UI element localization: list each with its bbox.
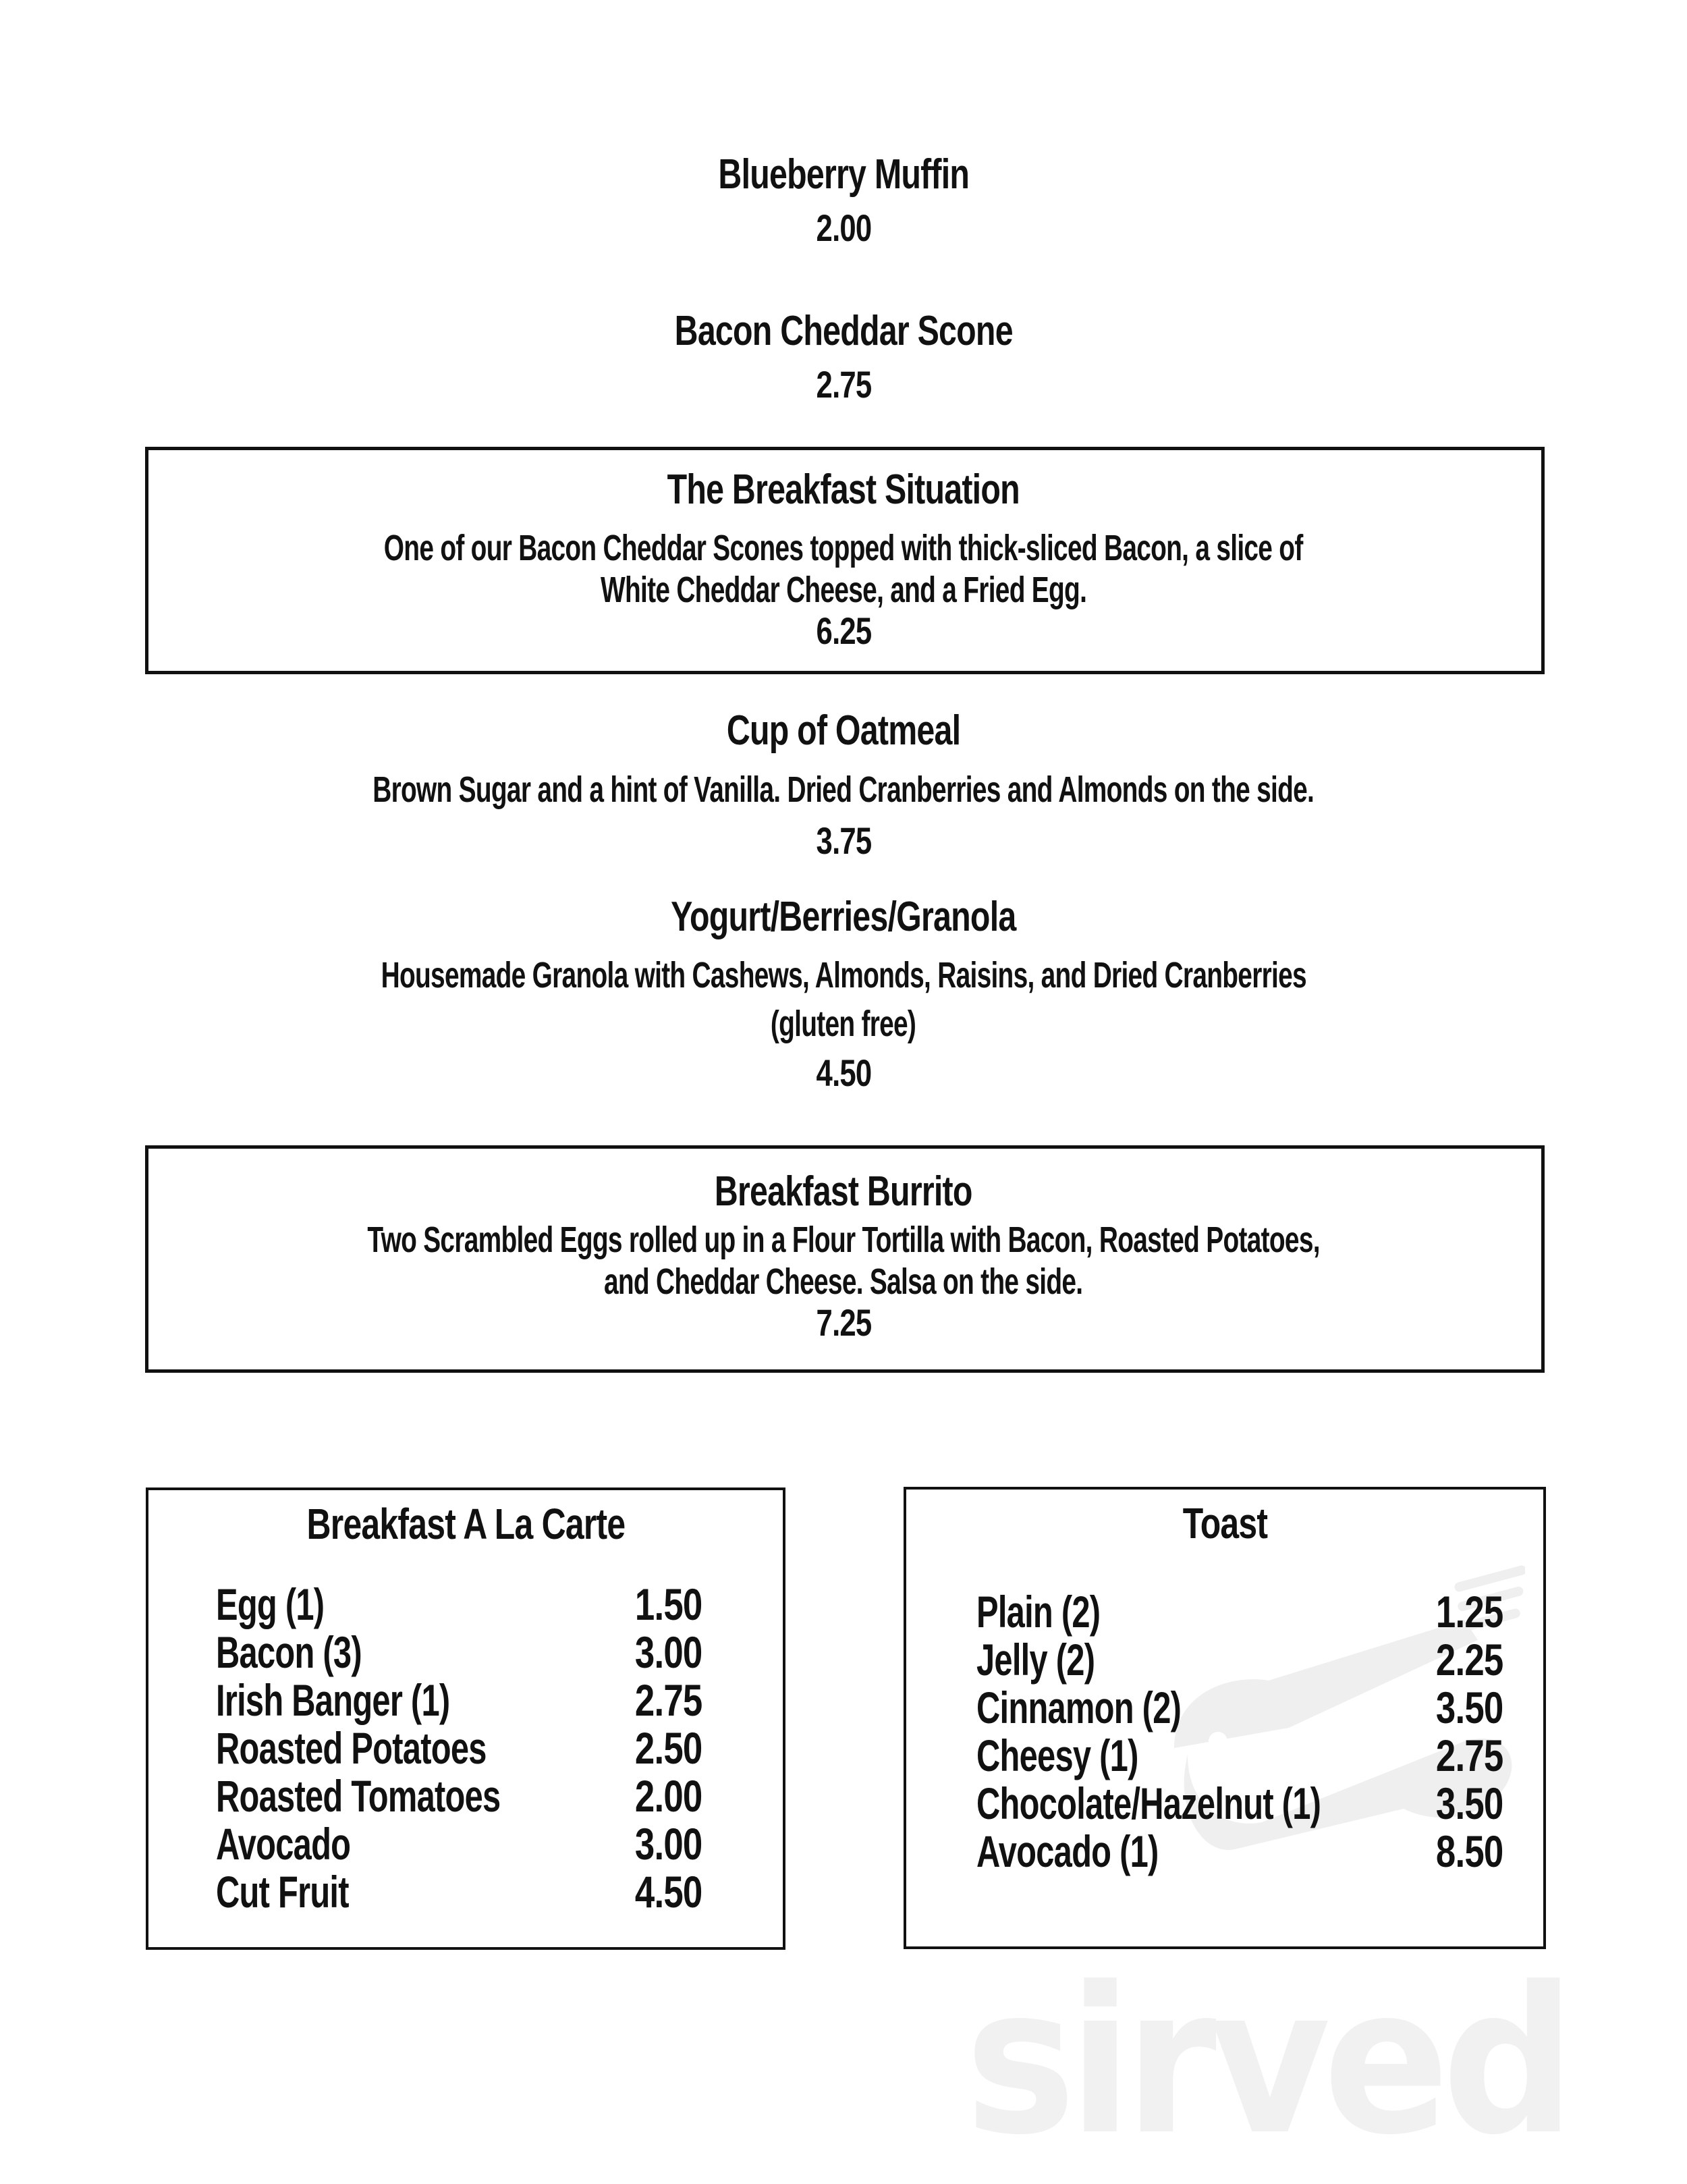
price-row xyxy=(0,609,1687,652)
description-row xyxy=(0,957,1687,993)
item-price: 2.00 xyxy=(816,207,871,249)
list-item-name: Avocado (1) xyxy=(976,1826,1159,1876)
item-name: Cup of Oatmeal xyxy=(726,707,961,754)
list-item-price: 3.50 xyxy=(1435,1683,1503,1732)
list-item-name: Roasted Potatoes xyxy=(216,1723,487,1773)
toast-title: Toast xyxy=(1182,1499,1267,1548)
list-item-price: 3.00 xyxy=(634,1627,702,1677)
description-row xyxy=(0,1006,1687,1042)
item-name: Bacon Cheddar Scone xyxy=(674,308,1013,354)
list-item-price: 4.50 xyxy=(634,1867,702,1917)
toast-title-row xyxy=(906,1499,1543,1548)
item-price: 6.25 xyxy=(816,609,871,652)
description-row xyxy=(0,771,1687,808)
list-item-price: 2.25 xyxy=(1435,1635,1503,1685)
item-description-line: Brown Sugar and a hint of Vanilla. Dried Cranberries and Almonds on the side. xyxy=(372,769,1315,810)
price-row xyxy=(0,209,1687,247)
item-description-line: Housemade Granola with Cashews, Almonds, Raisins, and Dried Cranberries xyxy=(381,955,1306,995)
item-description-line: White Cheddar Cheese, and a Fried Egg. xyxy=(600,570,1087,610)
list-item-price: 8.50 xyxy=(1435,1826,1503,1876)
description-row xyxy=(0,572,1687,608)
sirved-watermark: sirved xyxy=(965,1944,1568,2179)
menu-item-breakfast-situation xyxy=(0,466,1687,513)
list-item-name: Irish Banger (1) xyxy=(216,1675,450,1725)
price-row xyxy=(0,1301,1687,1344)
item-price: 7.25 xyxy=(816,1301,871,1344)
a-la-carte-box xyxy=(146,1487,785,1950)
menu-item-yogurt-berries-granola xyxy=(0,896,1687,938)
item-description-line: (gluten free) xyxy=(771,1004,916,1044)
list-item-name: Cheesy (1) xyxy=(976,1730,1138,1780)
list-item-price: 2.00 xyxy=(634,1771,702,1821)
item-description-line: and Cheddar Cheese. Salsa on the side. xyxy=(604,1261,1083,1302)
list-item-name: Jelly (2) xyxy=(976,1635,1095,1685)
item-price: 2.75 xyxy=(816,363,871,406)
price-row xyxy=(0,1054,1687,1092)
list-item-name: Roasted Tomatoes xyxy=(216,1771,501,1821)
list-item-price: 2.75 xyxy=(1435,1730,1503,1780)
item-name: The Breakfast Situation xyxy=(667,466,1020,513)
list-item-name: Plain (2) xyxy=(976,1587,1101,1637)
description-row xyxy=(0,530,1687,566)
list-item-price: 3.00 xyxy=(634,1819,702,1869)
item-name: Yogurt/Berries/Granola xyxy=(671,894,1016,940)
list-item-price: 2.75 xyxy=(634,1675,702,1725)
list-item-price: 1.25 xyxy=(1435,1587,1503,1637)
description-row xyxy=(0,1263,1687,1300)
item-name: Blueberry Muffin xyxy=(718,151,969,198)
list-item-price: 1.50 xyxy=(634,1579,702,1629)
menu-item-breakfast-burrito xyxy=(0,1168,1687,1215)
item-price: 4.50 xyxy=(816,1052,871,1094)
list-item-price: 2.50 xyxy=(634,1723,702,1773)
price-row xyxy=(0,819,1687,862)
item-description-line: Two Scrambled Eggs rolled up in a Flour Tortilla with Bacon, Roasted Potatoes, xyxy=(367,1220,1320,1260)
list-item-name: Cut Fruit xyxy=(216,1867,349,1917)
list-item-name: Avocado xyxy=(216,1819,351,1869)
list-item-price: 3.50 xyxy=(1435,1778,1503,1828)
item-name: Breakfast Burrito xyxy=(715,1168,972,1215)
list-item-name: Chocolate/Hazelnut (1) xyxy=(976,1778,1321,1828)
list-item-name: Bacon (3) xyxy=(216,1627,362,1677)
list-item-name: Cinnamon (2) xyxy=(976,1683,1182,1732)
description-row xyxy=(0,1222,1687,1258)
menu-item-blueberry-muffin xyxy=(0,151,1687,198)
toast-box xyxy=(904,1487,1546,1949)
a-la-carte-title: Breakfast A La Carte xyxy=(306,1500,625,1548)
menu-item-cup-of-oatmeal xyxy=(0,707,1687,754)
list-item-name: Egg (1) xyxy=(216,1579,325,1629)
menu-item-bacon-cheddar-scone xyxy=(0,310,1687,352)
item-price: 3.75 xyxy=(816,819,871,862)
a-la-carte-title-row xyxy=(148,1502,783,1546)
price-row xyxy=(0,363,1687,406)
item-description-line: One of our Bacon Cheddar Scones topped with thick-sliced Bacon, a slice of xyxy=(384,528,1303,568)
